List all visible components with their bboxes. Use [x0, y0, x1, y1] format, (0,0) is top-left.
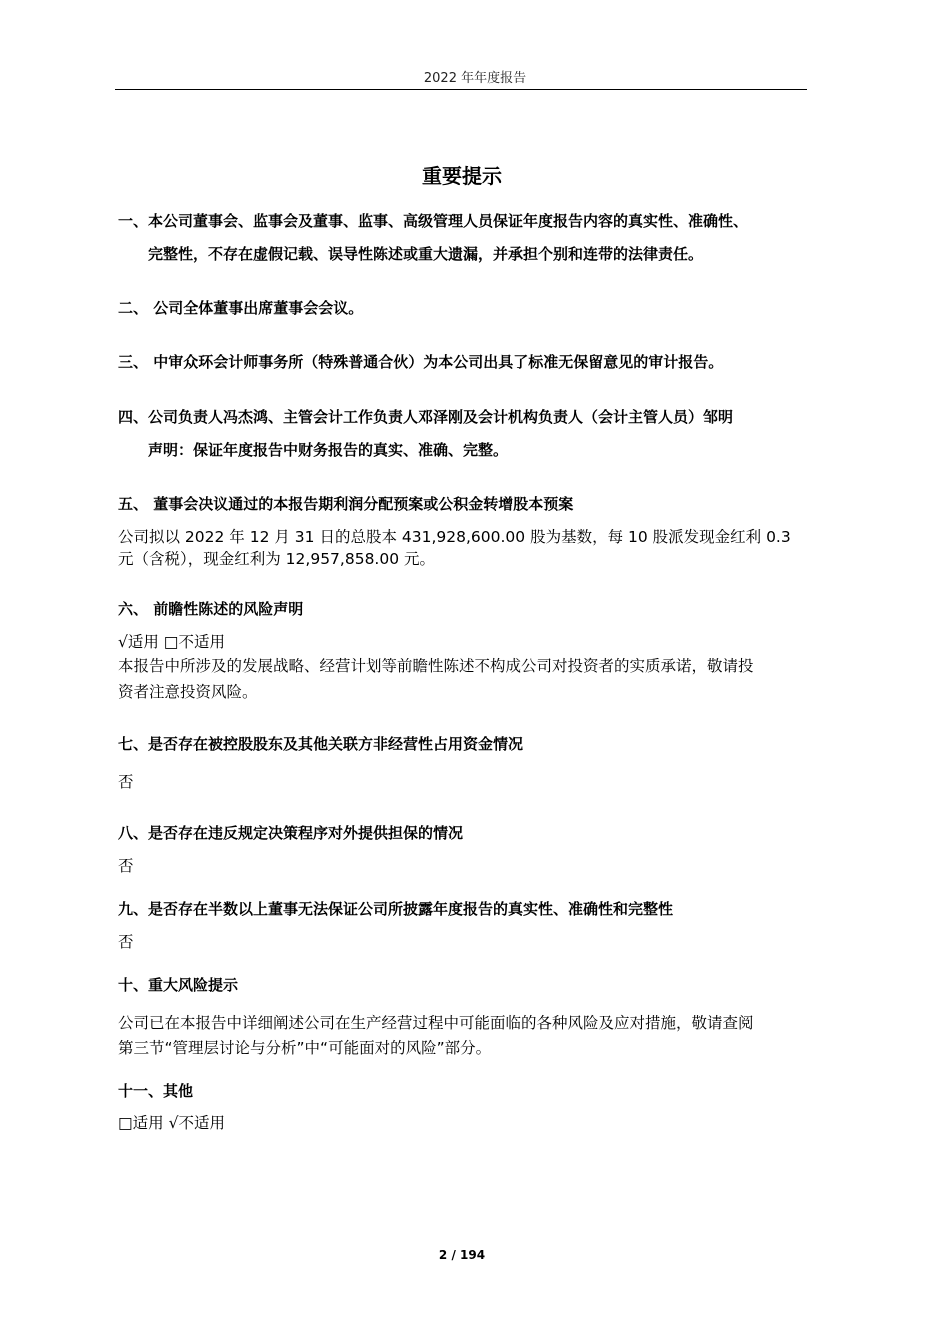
item-8-heading: 八、是否存在违反规定决策程序对外提供担保的情况 — [118, 824, 464, 842]
item-6-body-line-1: 本报告中所涉及的发展战略、经营计划等前瞻性陈述不构成公司对投资者的实质承诺，敬请投 — [118, 657, 754, 675]
item-5-body-line-2: 元（含税），现金红利为 12,957,858.00 元。 — [118, 550, 436, 568]
item-7-answer: 否 — [118, 773, 134, 791]
item-6-applicability: √适用 □不适用 — [118, 633, 225, 651]
running-header: 2022 年年度报告 — [423, 71, 527, 86]
page-number: 2 / 194 — [438, 1248, 486, 1262]
item-9-answer: 否 — [118, 933, 134, 951]
item-9-heading: 九、是否存在半数以上董事无法保证公司所披露年度报告的真实性、准确性和完整性 — [118, 900, 674, 918]
item-10-body-line-1: 公司已在本报告中详细阐述公司在生产经营过程中可能面临的各种风险及应对措施，敬请查阅 — [118, 1014, 754, 1032]
header-rule — [115, 89, 807, 90]
item-3: 三、 中审众环会计师事务所（特殊普通合伙）为本公司出具了标准无保留意见的审计报告。 — [118, 353, 724, 371]
item-10-body-line-2: 第三节“管理层讨论与分析”中“可能面对的风险”部分。 — [118, 1039, 492, 1057]
item-4-line-2: 声明：保证年度报告中财务报告的真实、准确、完整。 — [148, 441, 509, 459]
item-5-body-line-1: 公司拟以 2022 年 12 月 31 日的总股本 431,928,600.00 股为基数，每 10 股派发现金红利 0.3 — [118, 528, 791, 546]
item-1-line-1: 一、本公司董事会、监事会及董事、监事、高级管理人员保证年度报告内容的真实性、准确性、 — [118, 212, 749, 230]
item-6-heading: 六、 前瞻性陈述的风险声明 — [118, 600, 304, 618]
page-title: 重要提示 — [422, 164, 502, 188]
item-4-line-1: 四、公司负责人冯杰鸿、主管会计工作负责人邓泽刚及会计机构负责人（会计主管人员）邹明 — [118, 408, 734, 426]
item-8-answer: 否 — [118, 857, 134, 875]
item-10-heading: 十、重大风险提示 — [118, 976, 239, 994]
item-7-heading: 七、是否存在被控股股东及其他关联方非经营性占用资金情况 — [118, 735, 524, 753]
item-11-heading: 十一、其他 — [118, 1082, 194, 1100]
item-1-line-2: 完整性，不存在虚假记载、误导性陈述或重大遗漏，并承担个别和连带的法律责任。 — [148, 245, 704, 263]
item-5-heading: 五、 董事会决议通过的本报告期利润分配预案或公积金转增股本预案 — [118, 495, 574, 513]
item-6-body-line-2: 资者注意投资风险。 — [118, 683, 258, 701]
item-2: 二、 公司全体董事出席董事会会议。 — [118, 299, 364, 317]
item-11-applicability: □适用 √不适用 — [118, 1114, 225, 1132]
